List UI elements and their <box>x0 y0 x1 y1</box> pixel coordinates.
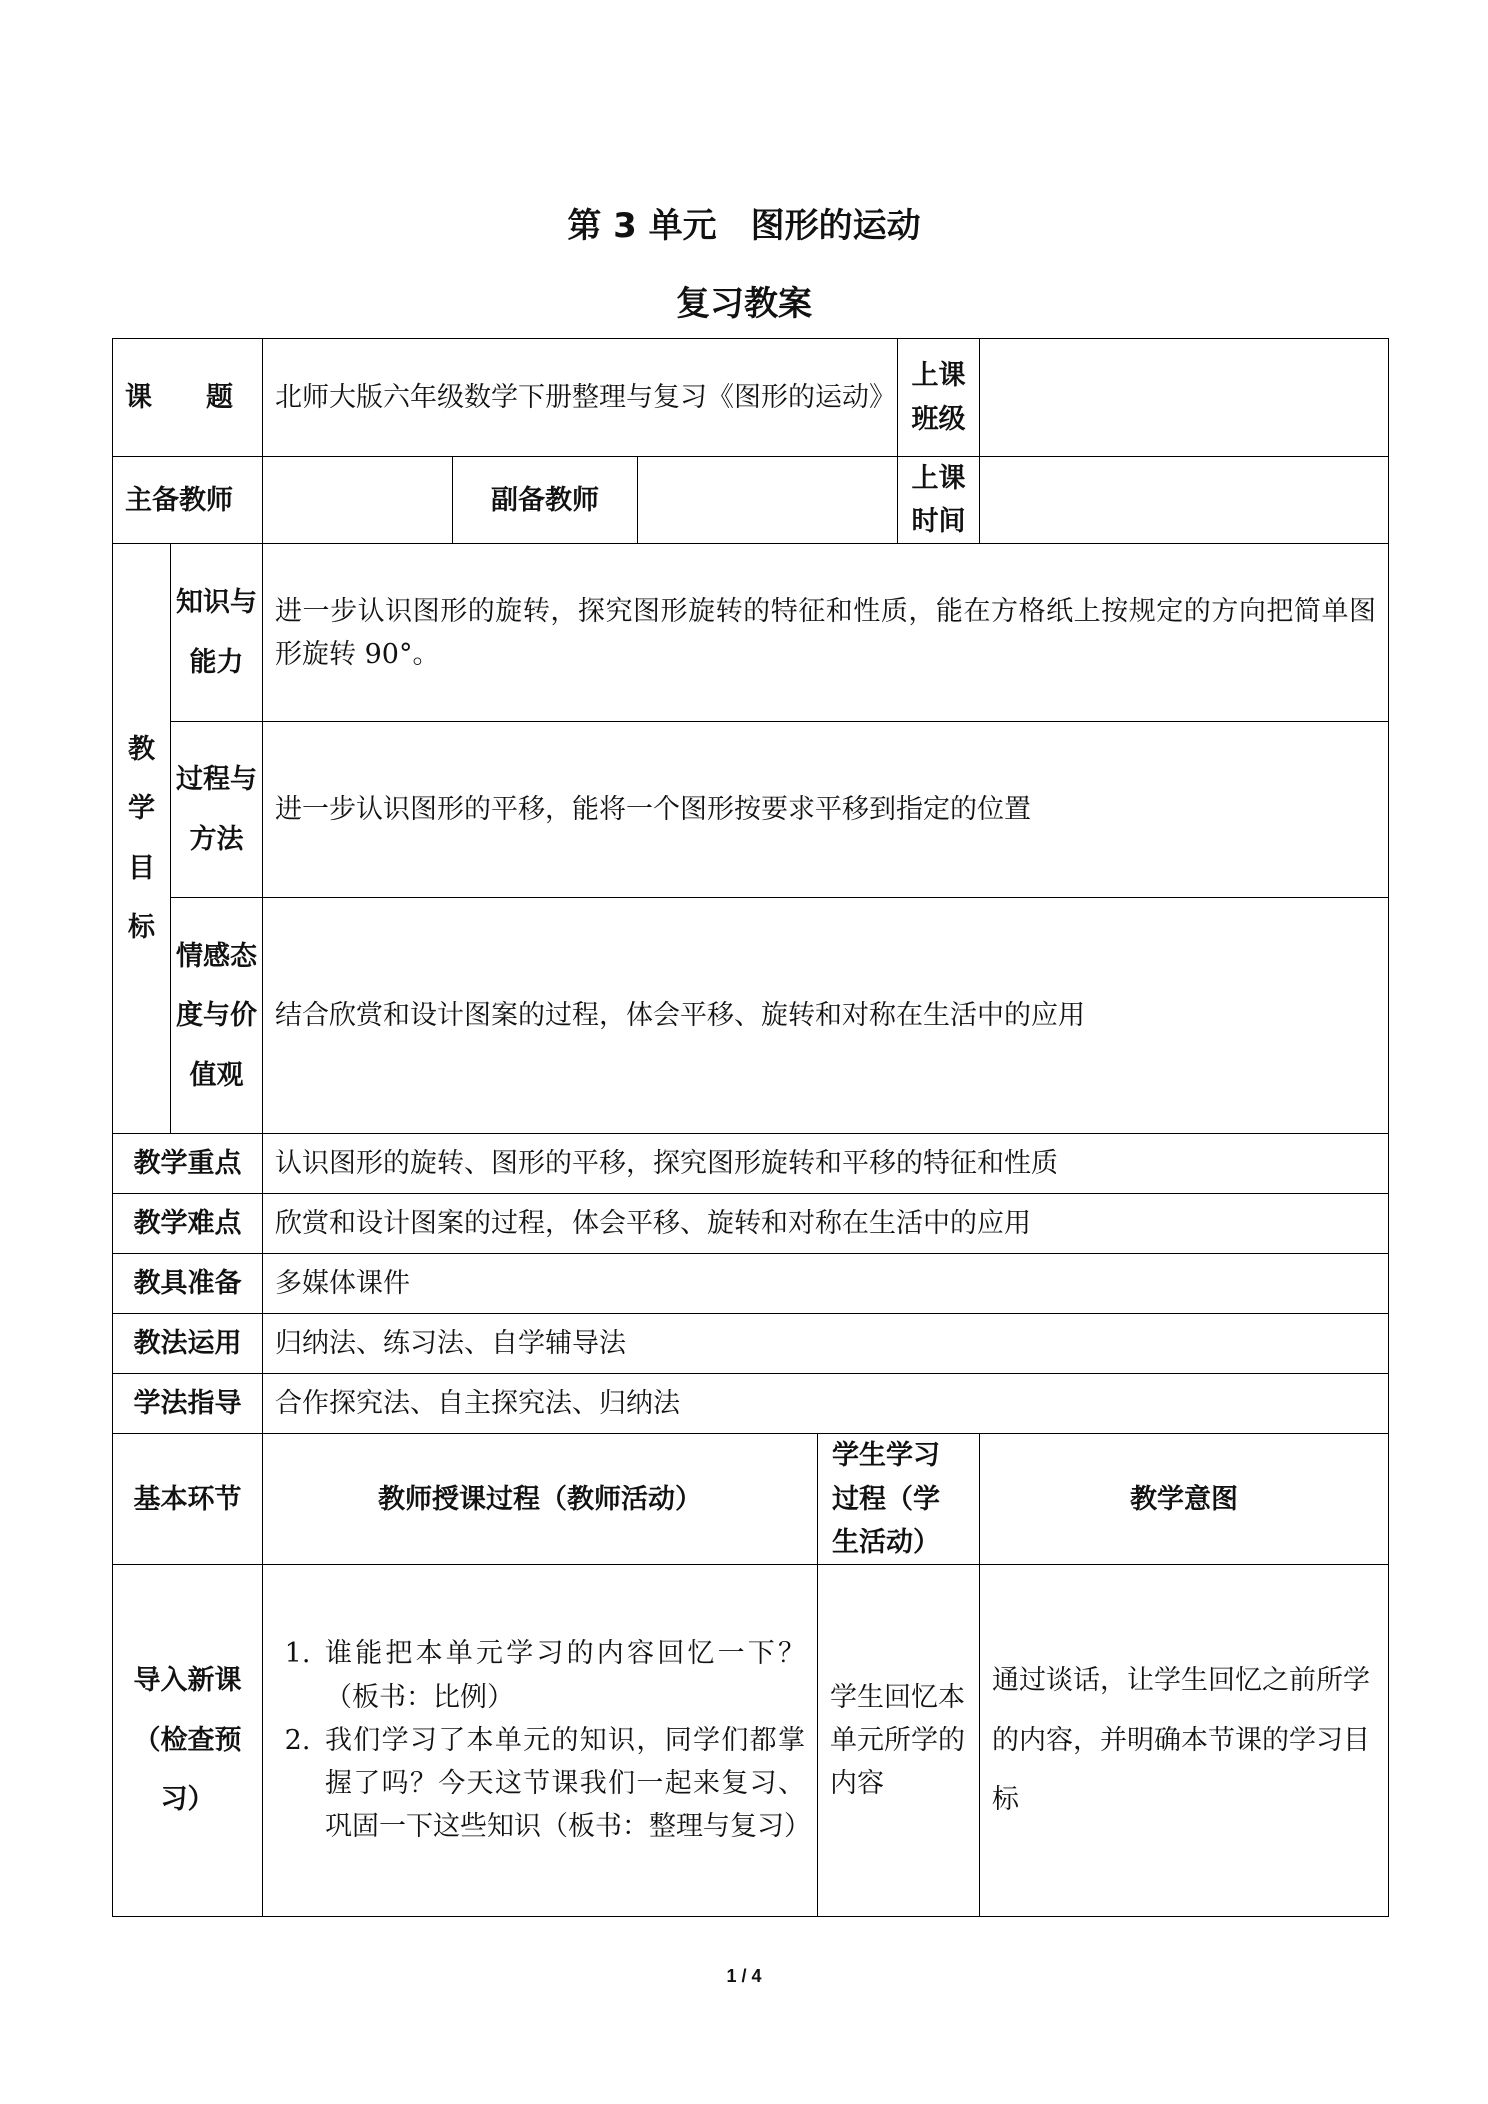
teacher-activity-intro <box>263 1564 818 1916</box>
teacher-activity-header: 教师授课过程（教师活动） <box>263 1434 818 1565</box>
process-row <box>113 1564 1389 1916</box>
document-title: 第 3 单元 图形的运动 <box>567 206 921 246</box>
objective-row <box>113 544 1389 722</box>
objective-label-attitude: 情感态度与价值观 <box>171 898 263 1134</box>
detail-row <box>113 1314 1389 1374</box>
objective-content-process: 进一步认识图形的平移，能将一个图形按要求平移到指定的位置 <box>263 722 1389 898</box>
stage-intro: 导入新课（检查预习） <box>113 1564 263 1916</box>
teaching-methods-value: 归纳法、练习法、自学辅导法 <box>263 1314 1389 1374</box>
page-number: 1 / 4 <box>726 1966 762 1986</box>
objective-row <box>113 722 1389 898</box>
objective-row <box>113 898 1389 1134</box>
class-value <box>980 339 1389 457</box>
assistant-teacher-value <box>638 457 898 544</box>
detail-row <box>113 1374 1389 1434</box>
teacher-item: 1. 谁能把本单元学习的内容回忆一下？（板书：比例） <box>319 1632 805 1718</box>
time-value <box>980 457 1389 544</box>
learning-methods-label: 学法指导 <box>113 1374 263 1434</box>
difficulties-label: 教学难点 <box>113 1194 263 1254</box>
teacher-item: 2. 我们学习了本单元的知识，同学们都掌握了吗？今天这节课我们一起来复习、巩固一下这些知识（板书：整理与复习） <box>319 1719 805 1849</box>
detail-row <box>113 1194 1389 1254</box>
document-subtitle: 复习教案 <box>676 284 812 324</box>
topic-label: 课 题 <box>113 339 263 457</box>
materials-label: 教具准备 <box>113 1254 263 1314</box>
objective-content-attitude: 结合欣赏和设计图案的过程，体会平移、旋转和对称在生活中的应用 <box>263 898 1389 1134</box>
intent-intro: 通过谈话，让学生回忆之前所学的内容，并明确本节课的学习目标 <box>980 1564 1389 1916</box>
student-activity-intro: 学生回忆本单元所学的内容 <box>818 1564 980 1916</box>
objective-content-knowledge: 进一步认识图形的旋转，探究图形旋转的特征和性质，能在方格纸上按规定的方向把简单图形旋转 90°。 <box>263 544 1389 722</box>
teacher-row <box>113 457 1389 544</box>
difficulties-value: 欣赏和设计图案的过程，体会平移、旋转和对称在生活中的应用 <box>263 1194 1389 1254</box>
objectives-label: 教学目标 <box>113 544 171 1134</box>
key-points-label: 教学重点 <box>113 1134 263 1194</box>
main-teacher-value <box>263 457 453 544</box>
class-label: 上课班级 <box>898 339 980 457</box>
process-header-row <box>113 1434 1389 1565</box>
objective-label-process: 过程与方法 <box>171 722 263 898</box>
detail-row <box>113 1254 1389 1314</box>
intent-header: 教学意图 <box>980 1434 1389 1565</box>
student-activity-header: 学生学习过程（学生活动） <box>818 1434 980 1565</box>
stage-header: 基本环节 <box>113 1434 263 1565</box>
time-label: 上课时间 <box>898 457 980 544</box>
topic-value: 北师大版六年级数学下册整理与复习《图形的运动》 <box>263 339 898 457</box>
main-teacher-label: 主备教师 <box>113 457 263 544</box>
lesson-plan-table <box>112 338 1389 1917</box>
objective-label-knowledge: 知识与能力 <box>171 544 263 722</box>
topic-row <box>113 339 1389 457</box>
detail-row <box>113 1134 1389 1194</box>
materials-value: 多媒体课件 <box>263 1254 1389 1314</box>
assistant-teacher-label: 副备教师 <box>453 457 638 544</box>
teaching-methods-label: 教法运用 <box>113 1314 263 1374</box>
learning-methods-value: 合作探究法、自主探究法、归纳法 <box>263 1374 1389 1434</box>
key-points-value: 认识图形的旋转、图形的平移，探究图形旋转和平移的特征和性质 <box>263 1134 1389 1194</box>
